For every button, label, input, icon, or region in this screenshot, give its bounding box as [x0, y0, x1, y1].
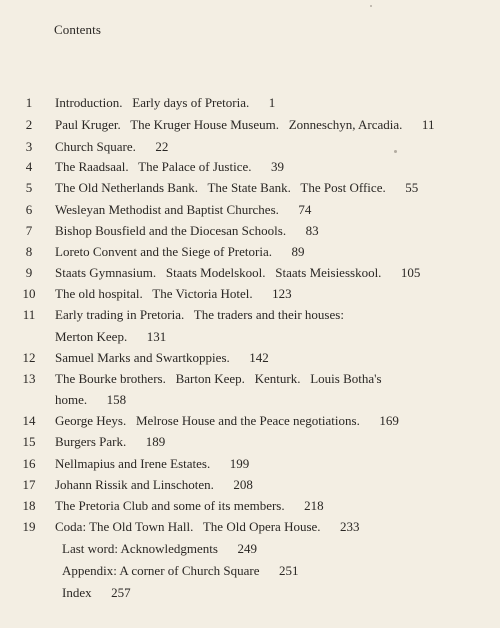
entry-text: Introduction. Early days of Pretoria. 1	[55, 95, 276, 110]
chapter-number: 18	[22, 498, 36, 513]
toc-entry	[0, 139, 500, 159]
chapter-number: 1	[25, 95, 33, 110]
toc-entry	[0, 434, 500, 454]
toc-entry	[0, 413, 500, 433]
paper-speck	[370, 5, 372, 7]
chapter-number: 9	[25, 265, 33, 280]
entry-text: Appendix: A corner of Church Square 251	[62, 563, 299, 578]
toc-entry-continuation	[0, 392, 500, 412]
entry-text: home. 158	[55, 392, 127, 407]
entry-text: Church Square. 22	[55, 139, 169, 154]
toc-entry	[0, 159, 500, 179]
toc-entry	[0, 307, 500, 327]
entry-text: Burgers Park. 189	[55, 434, 166, 449]
contents-heading: Contents	[54, 22, 102, 37]
entry-text: The old hospital. The Victoria Hotel. 123	[55, 286, 292, 301]
toc-backmatter-entry	[0, 541, 500, 561]
chapter-number: 3	[25, 139, 33, 154]
entry-text: Loreto Convent and the Siege of Pretoria. 89	[55, 244, 305, 259]
entry-text: The Raadsaal. The Palace of Justice. 39	[55, 159, 284, 174]
entry-text: Index 257	[62, 585, 131, 600]
toc-entry	[0, 117, 500, 137]
toc-entry	[0, 265, 500, 285]
toc-entry	[0, 244, 500, 264]
entry-text: Nellmapius and Irene Estates. 199	[55, 456, 250, 471]
chapter-number: 15	[22, 434, 36, 449]
toc-entry	[0, 180, 500, 200]
toc-entry	[0, 286, 500, 306]
toc-entry	[0, 95, 500, 115]
entry-text: Early trading in Pretoria. The traders and their houses:	[55, 307, 344, 322]
chapter-number: 12	[22, 350, 36, 365]
chapter-number: 19	[22, 519, 36, 534]
entry-text: The Pretoria Club and some of its members. 218	[55, 498, 324, 513]
entry-text: Johann Rissik and Linschoten. 208	[55, 477, 253, 492]
paper-speck	[394, 150, 397, 153]
entry-text: Wesleyan Methodist and Baptist Churches. 74	[55, 202, 312, 217]
entry-text: Bishop Bousfield and the Diocesan Schools. 83	[55, 223, 319, 238]
entry-text: Coda: The Old Town Hall. The Old Opera House. 233	[55, 519, 360, 534]
chapter-number: 14	[22, 413, 36, 428]
chapter-number: 2	[25, 117, 33, 132]
chapter-number: 4	[25, 159, 33, 174]
toc-entry	[0, 223, 500, 243]
toc-entry	[0, 456, 500, 476]
chapter-number: 5	[25, 180, 33, 195]
toc-entry	[0, 477, 500, 497]
chapter-number: 10	[22, 286, 36, 301]
toc-entry	[0, 350, 500, 370]
entry-text: Paul Kruger. The Kruger House Museum. Zonneschyn, Arcadia. 11	[55, 117, 435, 132]
entry-text: Merton Keep. 131	[55, 329, 167, 344]
toc-entry-continuation	[0, 329, 500, 349]
toc-entry	[0, 498, 500, 518]
entry-text: The Bourke brothers. Barton Keep. Kenturk. Louis Botha's	[55, 371, 382, 386]
chapter-number: 13	[22, 371, 36, 386]
chapter-number: 7	[25, 223, 33, 238]
toc-backmatter-entry	[0, 585, 500, 605]
chapter-number: 11	[22, 307, 36, 322]
chapter-number: 8	[25, 244, 33, 259]
chapter-number: 6	[25, 202, 33, 217]
entry-text: Samuel Marks and Swartkoppies. 142	[55, 350, 269, 365]
entry-text: The Old Netherlands Bank. The State Bank. The Post Office. 55	[55, 180, 419, 195]
entry-text: Staats Gymnasium. Staats Modelskool. Staats Meisiesskool. 105	[55, 265, 421, 280]
toc-entry	[0, 519, 500, 539]
toc-backmatter-entry	[0, 563, 500, 583]
chapter-number: 17	[22, 477, 36, 492]
entry-text: George Heys. Melrose House and the Peace negotiations. 169	[55, 413, 399, 428]
toc-entry	[0, 371, 500, 391]
chapter-number: 16	[22, 456, 36, 471]
toc-entry	[0, 202, 500, 222]
entry-text: Last word: Acknowledgments 249	[62, 541, 257, 556]
